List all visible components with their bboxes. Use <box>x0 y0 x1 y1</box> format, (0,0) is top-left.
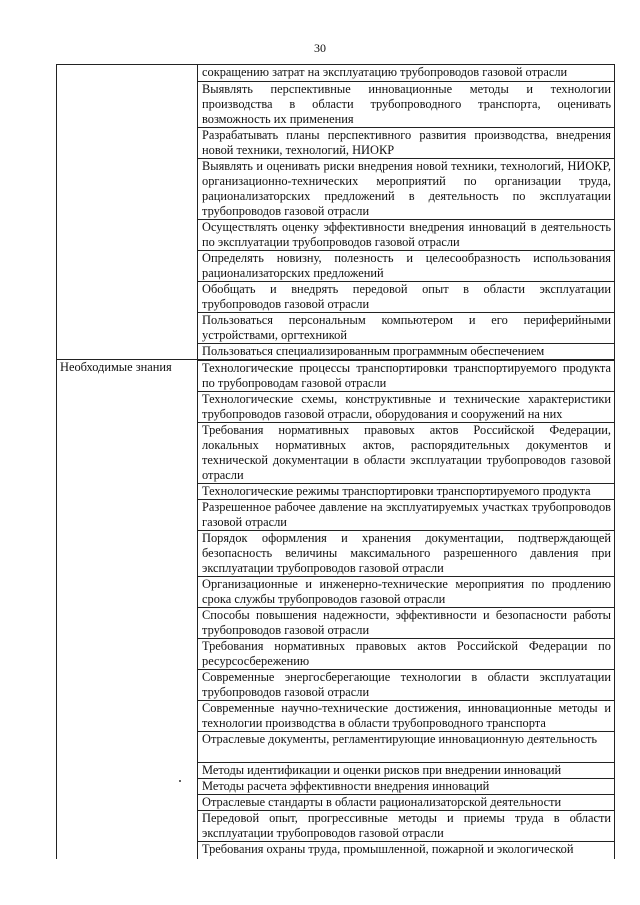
section-label: Необходимые знания <box>57 360 198 859</box>
section-label <box>57 65 198 359</box>
table-row: Пользоваться персональным компьютером и его периферийными устройствами, оргтехникой <box>198 312 614 343</box>
table-row: Выявлять перспективные инновационные методы и технологии производства в области трубопроводного транспорта, оценивать возможность их применения <box>198 81 614 127</box>
table-row: Способы повышения надежности, эффективности и безопасности работы трубопроводов газовой отрасли <box>198 607 614 638</box>
knowledge-list <box>198 360 614 859</box>
table-row: Методы идентификации и оценки рисков при внедрении инноваций <box>198 762 614 778</box>
table-row: Определять новизну, полезность и целесообразность использования рационализаторских предложений <box>198 250 614 281</box>
table-row: Пользоваться специализированным программным обеспечением <box>198 343 614 359</box>
table-row: Требования нормативных правовых актов Российской Федерации, локальных нормативных актов, распорядительных документов и технической документации в области эксплуатации трубопроводов газовой отрасли <box>198 422 614 483</box>
table-row: Технологические процессы транспортировки транспортируемого продукта по трубопроводам газовой отрасли <box>198 360 614 391</box>
table-row: Отраслевые стандарты в области рационализаторской деятельности <box>198 794 614 810</box>
table-row: Методы расчета эффективности внедрения инноваций <box>198 778 614 794</box>
table-row: Технологические схемы, конструктивные и технические характеристики трубопроводов газовой отрасли, оборудования и сооружений на них <box>198 391 614 422</box>
table-row: Современные научно-технические достижения, инновационные методы и технологии производства в области трубопроводного транспорта <box>198 700 614 731</box>
table-row: Технологические режимы транспортировки транспортируемого продукта <box>198 483 614 499</box>
scan-speck <box>179 780 181 782</box>
table-row: Обобщать и внедрять передовой опыт в области эксплуатации трубопроводов газовой отрасли <box>198 281 614 312</box>
table-row: сокращению затрат на эксплуатацию трубопроводов газовой отрасли <box>202 65 568 79</box>
requirements-table <box>56 64 615 859</box>
table-row: Передовой опыт, прогрессивные методы и приемы труда в области эксплуатации трубопроводов газовой отрасли <box>198 810 614 841</box>
table-row: Современные энергосберегающие технологии в области эксплуатации трубопроводов газовой отрасли <box>198 669 614 700</box>
table-row: Отраслевые документы, регламентирующие инновационную деятельность <box>198 731 614 762</box>
table-row: Требования охраны труда, промышленной, пожарной и экологической <box>198 841 614 859</box>
page-number: 30 <box>314 41 326 55</box>
table-row: Требования нормативных правовых актов Российской Федерации по ресурсосбережению <box>198 638 614 669</box>
skills-section <box>57 64 614 360</box>
table-row: Порядок оформления и хранения документации, подтверждающей безопасность величины максимального разрешенного давления при эксплуатации трубопроводов газовой отрасли <box>198 530 614 576</box>
table-row: Выявлять и оценивать риски внедрения новой техники, технологий, НИОКР, организационно-технических мероприятий по организации труда, рационализаторских предложений в деятельность по эксплуатации трубопроводов газовой отрасли <box>198 158 614 219</box>
table-row: Разрабатывать планы перспективного развития производства, внедрения новой техники, технологий, НИОКР <box>198 127 614 158</box>
table-row: Разрешенное рабочее давление на эксплуатируемых участках трубопроводов газовой отрасли <box>198 499 614 530</box>
table-row: Организационные и инженерно-технические мероприятия по продлению срока службы трубопроводов газовой отрасли <box>198 576 614 607</box>
knowledge-section <box>57 360 614 859</box>
skills-list <box>198 65 614 359</box>
table-row: Осуществлять оценку эффективности внедрения инноваций в деятельность по эксплуатации трубопроводов газовой отрасли <box>198 219 614 250</box>
